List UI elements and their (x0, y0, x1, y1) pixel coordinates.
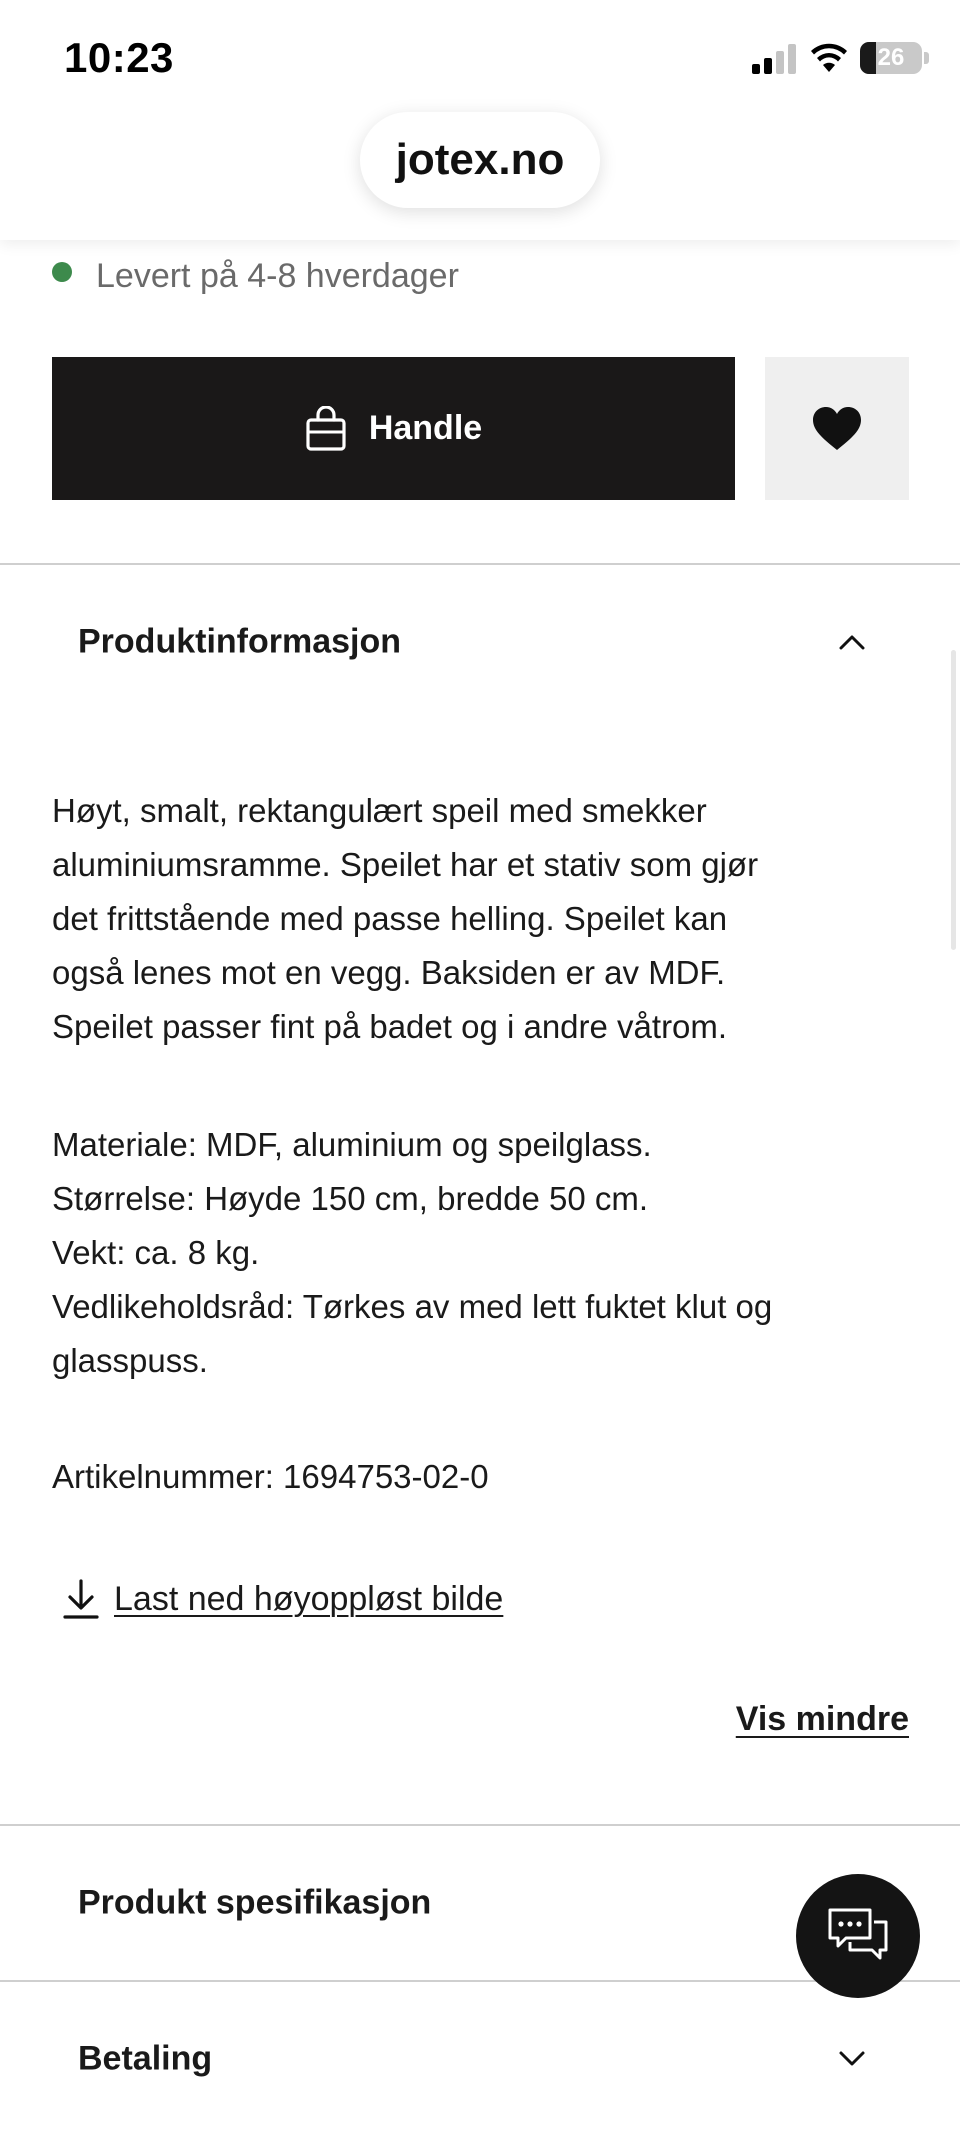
accordion-title: Produktinformasjon (78, 622, 402, 661)
accordion-title: Produkt spesifikasjon (78, 1883, 432, 1922)
battery-indicator (860, 42, 922, 74)
section-divider (0, 563, 960, 565)
spec-line: Materiale: MDF, aluminium og speilglass. (52, 1126, 652, 1163)
download-image-link[interactable] (62, 1572, 503, 1626)
chat-icon (826, 1906, 890, 1966)
add-to-cart-button[interactable] (52, 357, 735, 500)
delivery-info (52, 256, 459, 296)
delivery-text: Levert på 4-8 hverdager (96, 256, 459, 295)
url-bar[interactable]: jotex.no (360, 112, 600, 208)
download-image-label: Last ned høyoppløst bilde (114, 1579, 504, 1618)
download-icon (62, 1578, 100, 1620)
article-number: Artikelnummer: 1694753-02-0 (52, 1458, 489, 1495)
description-line: det frittstående med passe helling. Speilet kan (52, 900, 728, 937)
browser-chrome (0, 0, 960, 240)
status-time: 10:23 (64, 34, 174, 81)
spec-line: glasspuss. (52, 1342, 208, 1379)
add-to-cart-label: Handle (368, 409, 483, 447)
product-specs (52, 1118, 912, 1388)
cellular-signal-icon (752, 44, 798, 74)
battery-cap (924, 52, 929, 64)
favorite-button[interactable] (765, 357, 909, 500)
description-line: også lenes mot en vegg. Baksiden er av MDF. (52, 954, 726, 991)
scrollbar[interactable] (951, 650, 956, 950)
wifi-icon (810, 42, 848, 74)
delivery-status-dot (52, 262, 72, 282)
description-line: Høyt, smalt, rektangulært speil med smekker (52, 792, 707, 829)
accordion-payment[interactable] (0, 1984, 960, 2134)
spec-line: Vedlikeholdsråd: Tørkes av med lett fuktet klut og (52, 1288, 773, 1325)
heart-icon (812, 406, 862, 452)
description-line: Speilet passer fint på badet og i andre våtrom. (52, 1008, 728, 1045)
product-description (52, 784, 912, 1054)
show-less-link[interactable]: Vis mindre (735, 1700, 909, 1738)
shopping-bag-icon (305, 406, 347, 452)
accordion-product-info[interactable] (0, 567, 960, 717)
description-line: aluminiumsramme. Speilet har et stativ som gjør (52, 846, 759, 883)
chat-button[interactable] (796, 1874, 920, 1998)
section-divider (0, 1824, 960, 1826)
spec-line: Størrelse: Høyde 150 cm, bredde 50 cm. (52, 1180, 649, 1217)
battery-level: 26 (877, 44, 905, 71)
chevron-down-icon (838, 2050, 866, 2068)
chevron-up-icon (838, 633, 866, 651)
accordion-title: Betaling (78, 2039, 213, 2078)
spec-line: Vekt: ca. 8 kg. (52, 1234, 260, 1271)
